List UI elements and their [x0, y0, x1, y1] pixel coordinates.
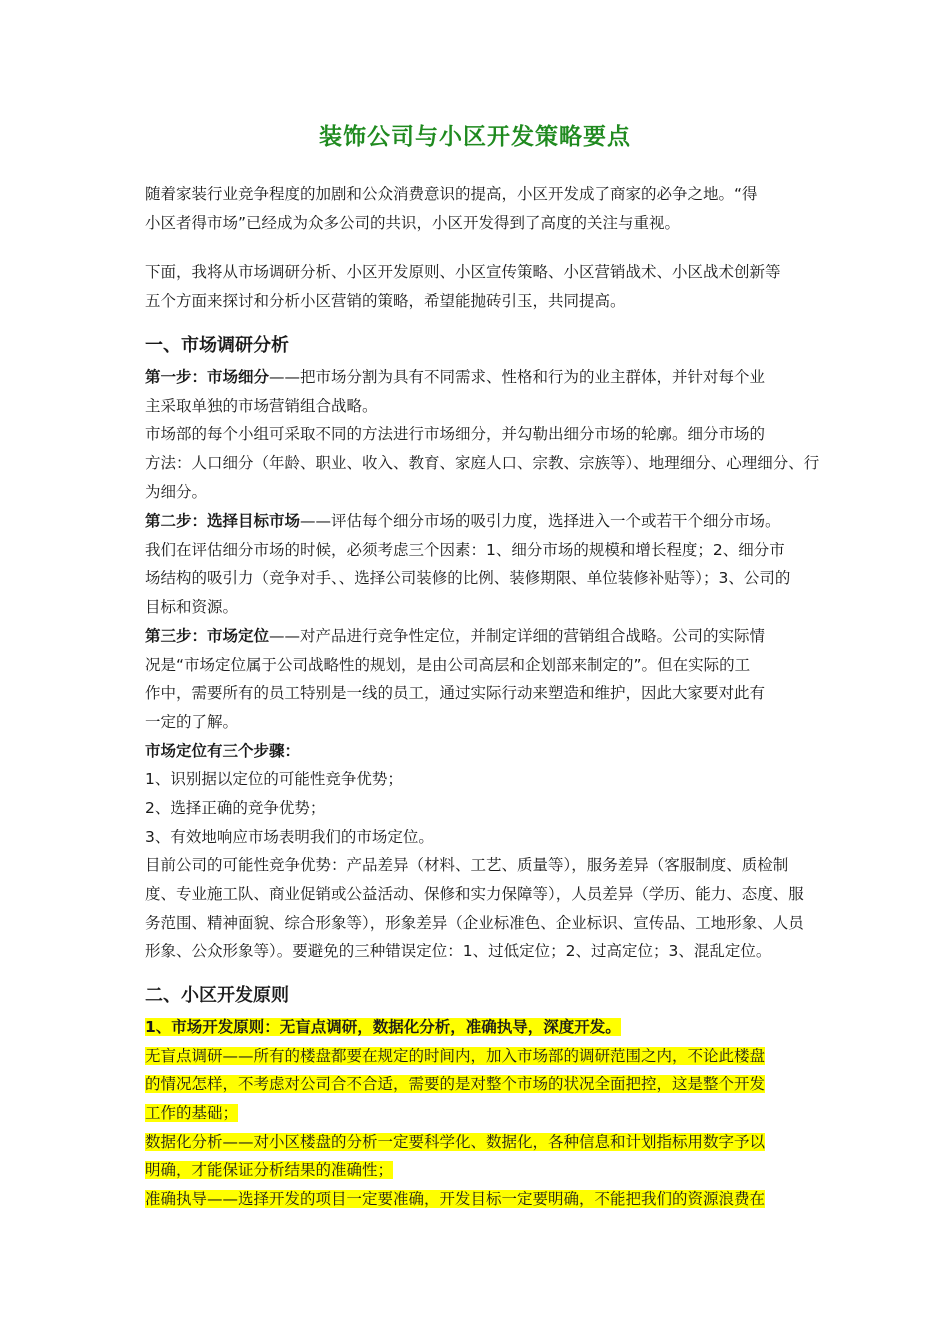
- principle-a-line-1: 无盲点调研——所有的楼盘都要在规定的时间内，加入市场部的调研范围之内，不论此楼盘: [145, 1047, 766, 1065]
- step-1-line-2: 主采取单独的市场营销组合战略。: [145, 397, 378, 415]
- principle-b-line-2: 明确，才能保证分析结果的准确性；: [145, 1161, 394, 1179]
- principle-a-line-3: 工作的基础；: [145, 1104, 239, 1122]
- step-2-line-1: [145, 510, 781, 532]
- step-3-label: 第三步：市场定位: [145, 627, 270, 645]
- intro-paragraph-1-line-2: 小区者得市场”已经成为众多公司的共识，小区开发得到了高度的关注与重视。: [145, 214, 681, 232]
- positioning-step-2: 2、选择正确的竞争优势；: [145, 799, 326, 817]
- principle-c-line-1: 准确执导——选择开发的项目一定要准确，开发目标一定要明确，不能把我们的资源浪费在: [145, 1190, 766, 1208]
- step-2-line-3: 场结构的吸引力（竞争对手、、选择公司装修的比例、装修期限、单位装修补贴等）；3、公司的: [145, 569, 791, 587]
- segmentation-line-2: 方法：人口细分（年龄、职业、收入、教育、家庭人口、宗教、宗族等）、地理细分、心理细分、行: [145, 454, 820, 472]
- step-1-line-1: [145, 366, 765, 388]
- positioning-steps-heading: 市场定位有三个步骤：: [145, 742, 301, 760]
- principle-b-line-1: 数据化分析——对小区楼盘的分析一定要科学化、数据化，各种信息和计划指标用数字予以: [145, 1133, 766, 1151]
- step-2-label: 第二步：选择目标市场: [145, 512, 301, 530]
- intro-paragraph-1-line-1: 随着家装行业竞争程度的加剧和公众消费意识的提高，小区开发成了商家的必争之地。“得: [145, 185, 758, 203]
- step-3-line-2: 况是“市场定位属于公司战略性的规划，是由公司高层和企划部来制定的”。但在实际的工: [145, 656, 751, 674]
- step-3-line-4: 一定的了解。: [145, 713, 239, 731]
- step-1-text: ——把市场分割为具有不同需求、性格和行为的业主群体，并针对每个业: [269, 368, 766, 386]
- step-3-line-3: 作中，需要所有的员工特别是一线的员工，通过实际行动来塑造和维护，因此大家要对此有: [145, 684, 766, 702]
- advantage-line-1: 目前公司的可能性竞争优势：产品差异（材料、工艺、质量等），服务差异（客服制度、质检制: [145, 856, 789, 874]
- step-2-line-2: 我们在评估细分市场的时候，必须考虑三个因素：1、细分市场的规模和增长程度；2、细分市: [145, 541, 785, 559]
- document-title: 装饰公司与小区开发策略要点: [319, 124, 631, 150]
- step-1-label: 第一步：市场细分: [145, 368, 270, 386]
- intro-paragraph-2-line-1: 下面，我将从市场调研分析、小区开发原则、小区宣传策略、小区营销战术、小区战术创新等: [145, 263, 781, 281]
- segmentation-line-1: 市场部的每个小组可采取不同的方法进行市场细分，并勾勒出细分市场的轮廓。细分市场的: [145, 425, 766, 443]
- advantage-line-2: 度、专业施工队、商业促销或公益活动、保修和实力保障等），人员差异（学历、能力、态度、服: [145, 885, 804, 903]
- intro-paragraph-2-line-2: 五个方面来探讨和分析小区营销的策略，希望能抛砖引玉，共同提高。: [145, 292, 626, 310]
- step-3-text: ——对产品进行竞争性定位，并制定详细的营销组合战略。公司的实际情: [269, 627, 766, 645]
- advantage-line-3: 务范围、精神面貌、综合形象等），形象差异（企业标准色、企业标识、宣传品、工地形象、人员: [145, 914, 804, 932]
- step-2-text: ——评估每个细分市场的吸引力度，选择进入一个或若干个细分市场。: [300, 512, 781, 530]
- principle-highlight: 1、市场开发原则：无盲点调研，数据化分析，准确执导，深度开发。: [145, 1018, 621, 1036]
- step-2-line-4: 目标和资源。: [145, 598, 239, 616]
- principle-line: [145, 1016, 621, 1038]
- section-2-heading: 二、小区开发原则: [145, 985, 289, 1006]
- advantage-line-4: 形象、公众形象等）。要避免的三种错误定位：1、过低定位；2、过高定位；3、混乱定位。: [145, 942, 772, 960]
- principle-a-line-2: 的情况怎样，不考虑对公司合不合适，需要的是对整个市场的状况全面把控，这是整个开发: [145, 1075, 766, 1093]
- positioning-step-3: 3、有效地响应市场表明我们的市场定位。: [145, 828, 434, 846]
- section-1-heading: 一、市场调研分析: [145, 335, 289, 356]
- step-3-line-1: [145, 625, 765, 647]
- segmentation-line-3: 为细分。: [145, 483, 208, 501]
- positioning-step-1: 1、识别据以定位的可能性竞争优势；: [145, 770, 403, 788]
